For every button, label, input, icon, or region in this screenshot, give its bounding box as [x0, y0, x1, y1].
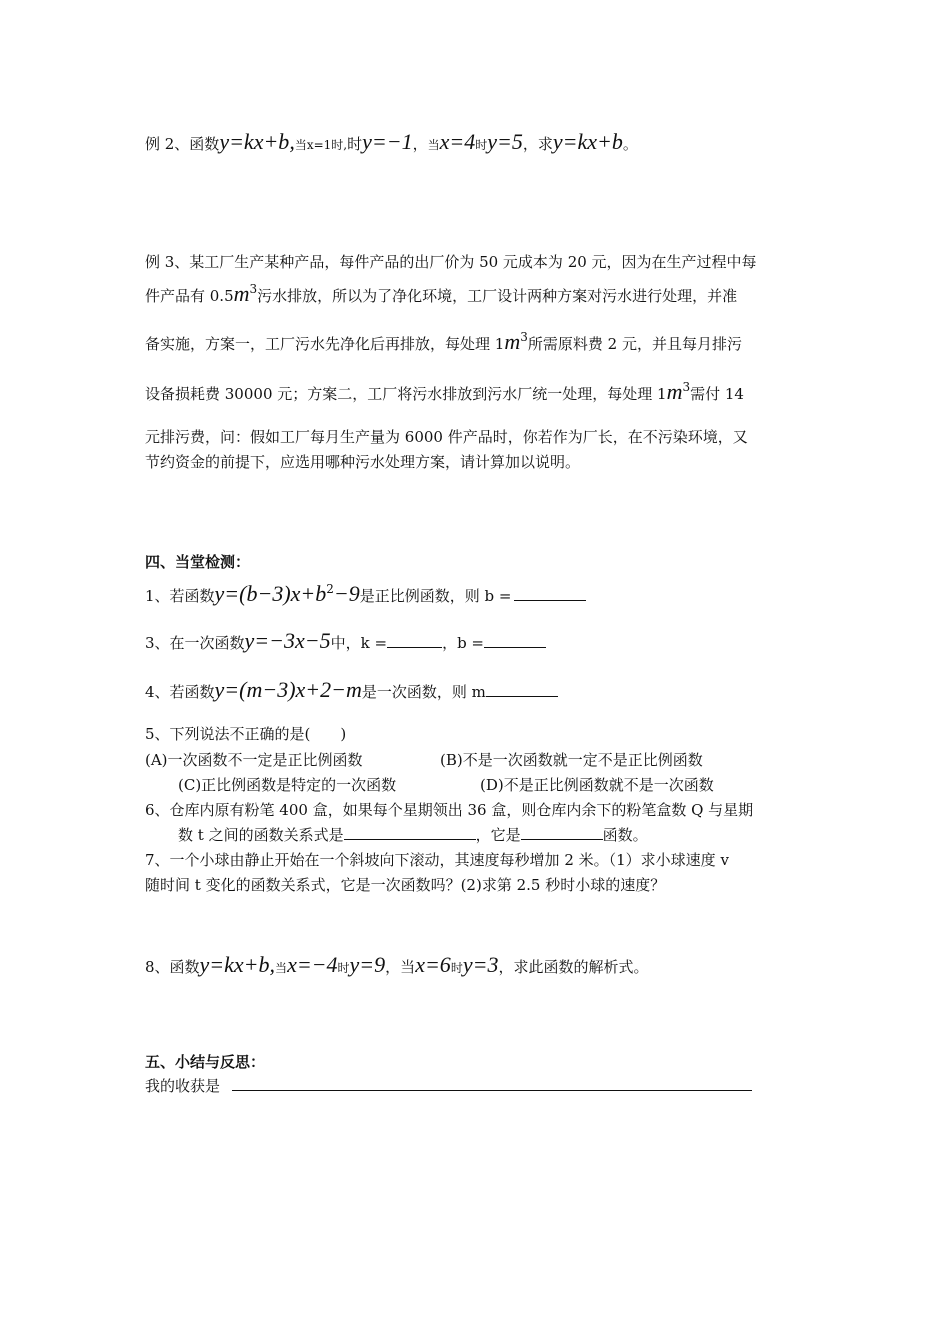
- q4-line: [145, 677, 558, 702]
- q4-suffix: 是一次函数，则 m: [361, 683, 486, 701]
- m-exp: 3: [520, 330, 528, 344]
- q8-y2: y=3: [462, 952, 499, 977]
- example2-shi2: 时: [475, 138, 488, 152]
- example3-line-5: 元排污费，问：假如工厂每月生产量为 6000 件产品时，你若作为厂长，在不污染环境，又: [145, 428, 748, 446]
- example2-line: 例 2、函数y=kx+b,当x=1时,时y=−1，当x=4时y=5，求y=kx+b。: [145, 129, 638, 154]
- q5-option-b: (B)不是一次函数就一定不是正比例函数: [440, 751, 703, 769]
- harvest-blank[interactable]: [232, 1078, 752, 1091]
- harvest-line: [145, 1076, 752, 1096]
- q1-line: [145, 581, 586, 606]
- example3-text-2a: 件产品有 0.5: [145, 287, 234, 305]
- example2-func: y=kx+b: [219, 129, 290, 154]
- example3-line-6: 节约资金的前提下，应选用哪种污水处理方案，请计算加以说明。: [145, 453, 581, 471]
- q3-b-label: ，b =: [442, 634, 485, 652]
- q1-suffix: 是正比例函数，则 b =: [359, 587, 512, 605]
- q8-prefix: 8、函数: [145, 958, 200, 976]
- q7-line-2: 随时间 t 变化的函数关系式，它是一次函数吗？(2)求第 2.5 秒时小球的速度？: [145, 876, 666, 894]
- section4-title: 四、当堂检测：: [145, 553, 251, 571]
- example3-line-4: [145, 379, 744, 404]
- m-unit: m: [233, 281, 250, 306]
- m-exp: 3: [682, 380, 691, 394]
- example3-text-4b: 需付 14: [690, 385, 744, 403]
- q7-line-1: 7、一个小球由静止开始在一个斜坡向下滚动，其速度每秒增加 2 米。（1）求小球速度 v: [145, 851, 729, 869]
- q8-comma: ,: [269, 952, 276, 977]
- q3-formula: y=−3x−5: [244, 628, 331, 653]
- example2-when-x1: 当x=1时,: [294, 138, 348, 152]
- q3-prefix: 3、在一次函数: [145, 634, 245, 652]
- q1-exp: 2: [326, 582, 334, 596]
- q8-line: [145, 952, 649, 978]
- example2-label: 例 2、函数: [145, 135, 220, 153]
- example2-x-eq: x=4: [439, 129, 476, 154]
- q5-stem: 5、下列说法不正确的是( ): [145, 725, 347, 743]
- q8-x1: x=−4: [287, 952, 338, 977]
- q5-option-c: (C)正比例函数是特定的一次函数: [178, 776, 397, 794]
- q3-k-blank[interactable]: [387, 635, 442, 648]
- q1-formula-a: y=(b−3)x+b: [214, 581, 327, 606]
- q6-line-2: [178, 825, 648, 845]
- q6-text-a: 数 t 之间的函数关系式是: [178, 826, 344, 844]
- example2-shi: 时: [347, 135, 363, 153]
- example2-qiu: ，求: [522, 135, 553, 153]
- q8-dang: 当: [275, 961, 288, 975]
- example3-line-2: [145, 281, 738, 306]
- q1-answer-blank[interactable]: [514, 588, 586, 601]
- q8-suffix: ，求此函数的解析式。: [498, 958, 649, 976]
- q8-shi2: 时: [450, 961, 463, 975]
- q5-option-d: (D)不是正比例函数就不是一次函数: [480, 776, 714, 794]
- q8-sep: ，当: [385, 958, 416, 976]
- q6-relation-blank[interactable]: [344, 827, 476, 840]
- q6-text-c: 函数。: [602, 826, 648, 844]
- q3-k-label: 中，k =: [330, 634, 388, 652]
- q8-y1: y=9: [349, 952, 386, 977]
- q3-b-blank[interactable]: [484, 635, 546, 648]
- example2-comma: ，: [412, 135, 428, 153]
- m-unit: m: [666, 379, 683, 404]
- q4-prefix: 4、若函数: [145, 683, 215, 701]
- example2-y-eq: y=−1: [362, 129, 413, 154]
- example2-func-2: y=kx+b: [552, 129, 623, 154]
- harvest-label: 我的收获是: [145, 1077, 221, 1095]
- q6-type-blank[interactable]: [521, 827, 603, 840]
- example3-text-4a: 设备损耗费 30000 元；方案二，工厂将污水排放到污水厂统一处理，每处理 1: [145, 385, 667, 403]
- q6-text-b: ，它是: [475, 826, 521, 844]
- example3-line-3: [145, 329, 742, 354]
- q8-x2: x=6: [415, 952, 451, 977]
- m-unit: m: [504, 329, 521, 354]
- example3-text-3a: 备实施，方案一，工厂污水先净化后再排放，每处理 1: [145, 335, 505, 353]
- q1-formula-b: −9: [333, 581, 360, 606]
- m-exp: 3: [249, 282, 258, 296]
- example3-line-1: 例 3、某工厂生产某种产品，每件产品的出厂价为 50 元成本为 20 元，因为在生产过程中每: [145, 253, 757, 271]
- section5-title: 五、小结与反思：: [145, 1053, 266, 1071]
- q5-option-a: (A)一次函数不一定是正比例函数: [145, 751, 363, 769]
- q4-answer-blank[interactable]: [486, 684, 558, 697]
- q3-line: [145, 628, 546, 653]
- example3-text-2b: 污水排放，所以为了净化环境，工厂设计两种方案对污水进行处理，并准: [257, 287, 738, 305]
- q8-func: y=kx+b: [199, 952, 270, 977]
- q8-shi: 时: [337, 961, 350, 975]
- q4-formula: y=(m−3)x+2−m: [214, 677, 362, 702]
- q1-prefix: 1、若函数: [145, 587, 215, 605]
- q6-line-1: 6、仓库内原有粉笔 400 盒，如果每个星期领出 36 盒，则仓库内余下的粉笔盒数 Q 与星期: [145, 801, 754, 819]
- example2-end: 。: [622, 135, 638, 153]
- example2-y-eq2: y=5: [487, 129, 523, 154]
- example3-text-3b: 所需原料费 2 元，并且每月排污: [527, 335, 742, 353]
- example2-dang: 当: [427, 138, 440, 152]
